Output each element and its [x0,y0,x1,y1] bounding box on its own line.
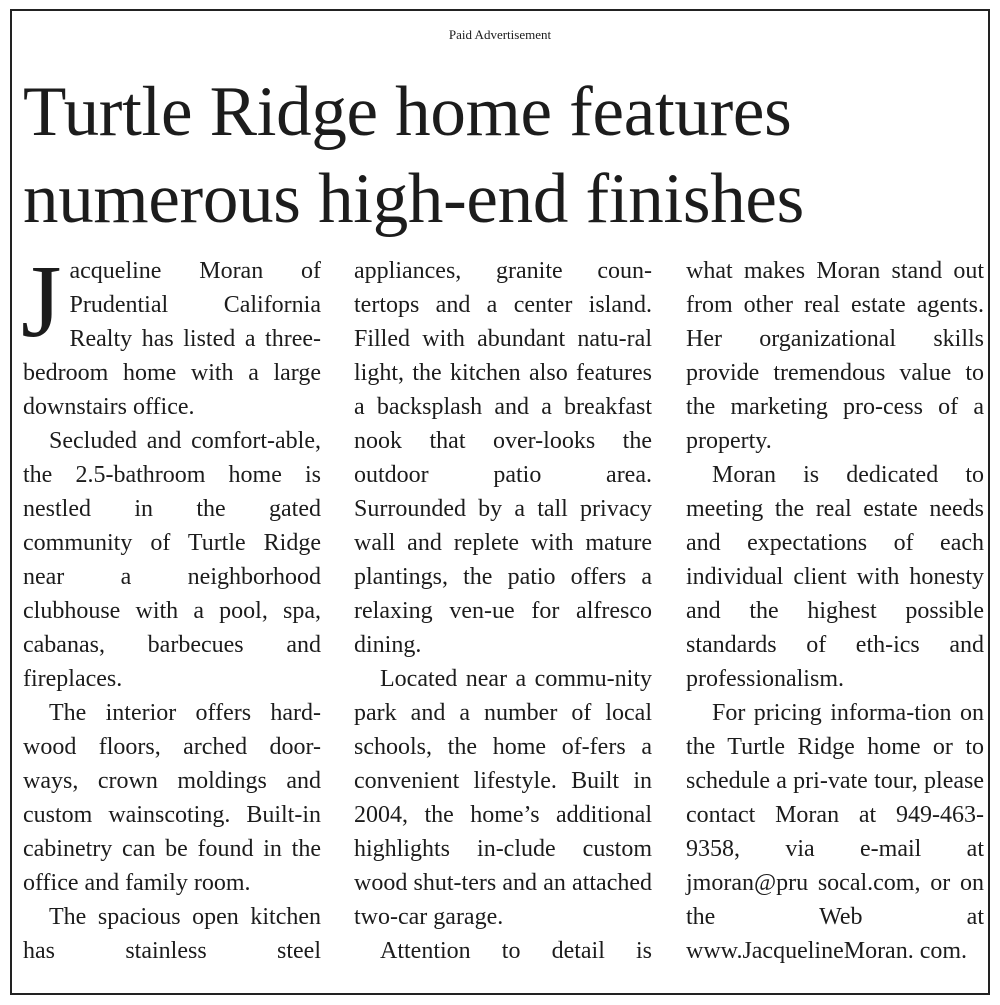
article-column-1 [21,244,321,968]
article-paragraph: Located near a commu-nity park and a number of local schools, the home of-fers a convenient lifestyle. Built in 2004, the home’s additional highlights in-clude custom wood shut-ters and an attached two-car garage. [354,666,652,930]
article-paragraph: appliances, granite coun-tertops and a center island. Filled with abundant natu-ral light, the kitchen also features a backsplash and a breakfast nook that over-looks the outdoor patio area. Surrounded by a tall privacy wall and replete with mature plantings, the patio offers a relaxing ven-ue for alfresco dining. [354,258,652,658]
article-paragraph: The interior offers hard-wood floors, arched door-ways, crown moldings and custom wainscoting. Built-in cabinetry can be found in the office and family room. [23,700,321,896]
advertisement-frame [10,9,990,995]
paragraph-text: acqueline Moran of Prudential California Realty has listed a three-bedroom home with a large downstairs office. [23,258,321,420]
headline-line-1: Turtle Ridge home features [23,73,792,151]
article-paragraph: The spacious open kitchen has stainless steel [23,904,321,964]
article-paragraph: For pricing informa-tion on the Turtle Ridge home or to schedule a pri-vate tour, please contact Moran at 949-463-9358, via e-mail at jmoran@pru socal.com, or on the Web at www.JacquelineMoran. com. [686,700,984,964]
article-paragraph: what makes Moran stand out from other real estate agents. Her organizational skills provide tremendous value to the marketing pro-cess of a property. [686,258,984,454]
article-paragraph [21,244,321,424]
article-column-3 [686,254,984,968]
article-column-2 [354,254,652,968]
paid-advertisement-label: Paid Advertisement [448,27,552,42]
drop-cap: J [21,244,62,359]
article-paragraph: Attention to detail is [380,938,652,964]
article-paragraph: Secluded and comfort-able, the 2.5-bathroom home is nestled in the gated community of Turtle Ridge near a neighborhood clubhouse with a pool, spa, cabanas, barbecues and fireplaces. [23,428,321,692]
headline [23,69,973,243]
headline-line-2: numerous high-end finishes [23,160,804,238]
article-paragraph: Moran is dedicated to meeting the real estate needs and expectations of each individual client with honesty and the highest possible standards of eth-ics and professionalism. [686,462,984,692]
